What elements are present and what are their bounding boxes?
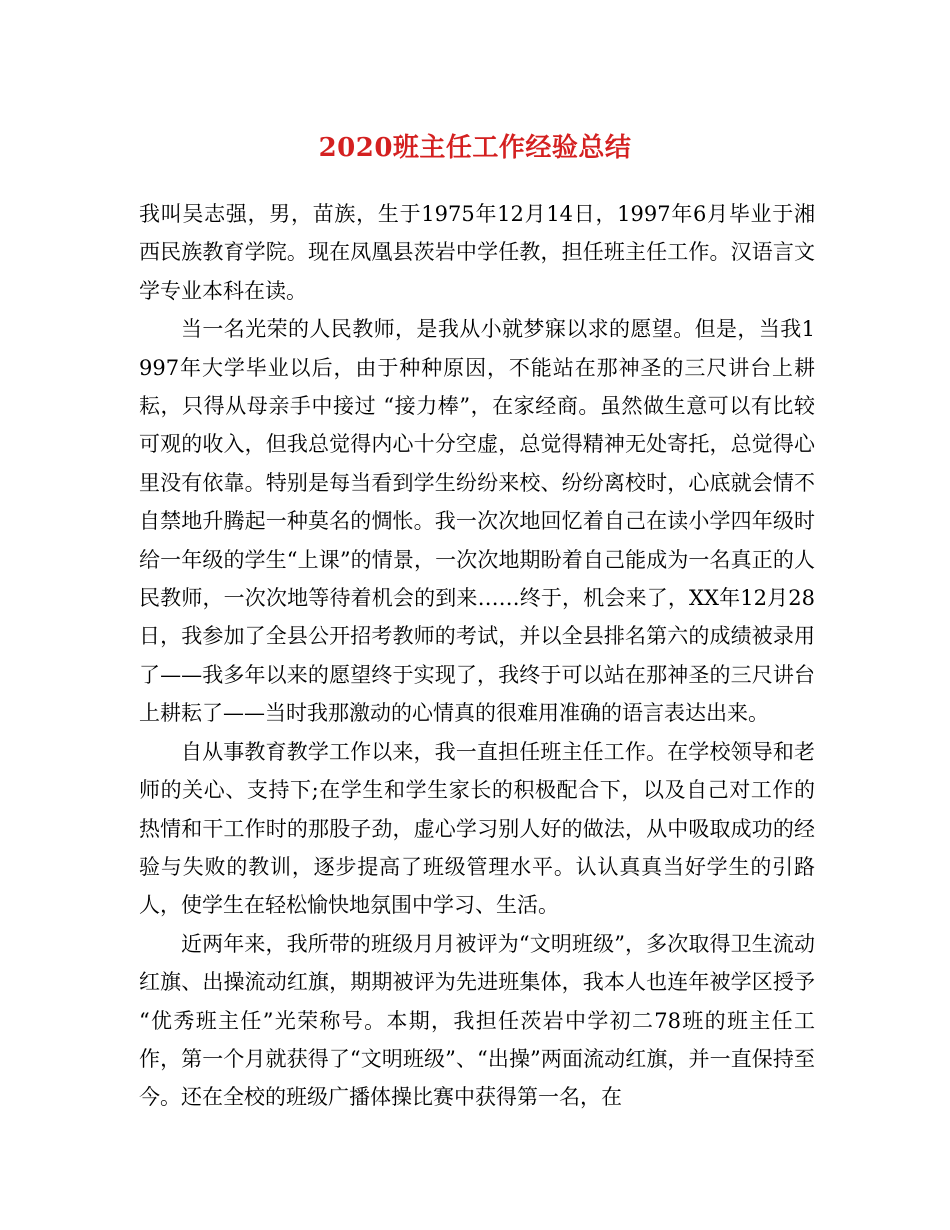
document-title: 2020班主任工作经验总结 bbox=[318, 133, 632, 163]
paragraph-work: 自从事教育教学工作以来，我一直担任班主任工作。在学校领导和老师的关心、支持下;在学生和学生家长的积极配合下，以及自己对工作的热情和干工作时的那股子劲，虚心学习别人好的做法，从中吸取成功的经验与失败的教训，逐步提高了班级管理水平。认认真真当好学生的引路人，使学生在轻松愉快地氛围中学习、生活。 bbox=[139, 739, 815, 918]
document-body bbox=[139, 195, 815, 1117]
paragraph-aspiration: 当一名光荣的人民教师，是我从小就梦寐以求的愿望。但是，当我1997年大学毕业以后，由于种种原因，不能站在那神圣的三尺讲台上耕耘，只得从母亲手中接过 “接力棒”，在家经商。虽然做生意可以有比较可观的收入，但我总觉得内心十分空虚，总觉得精神无处寄托，总觉得心里没有依靠。特别是每当看到学生纷纷来校、纷纷离校时，心底就会情不自禁地升腾起一种莫名的惆怅。我一次次地回忆着自己在读小学四年级时给一年级的学生“上课”的情景，一次次地期盼着自己能成为一名真正的人民教师，一次次地等待着机会的到来……终于，机会来了，XX年12月28日，我参加了全县公开招考教师的考试，并以全县排名第六的成绩被录用了——我多年以来的愿望终于实现了，我终于可以站在那神圣的三尺讲台上耕耘了——当时我那激动的心情真的很难用准确的语言表达出来。 bbox=[139, 317, 815, 726]
paragraph-intro: 我叫吴志强，男，苗族，生于1975年12月14日，1997年6月毕业于湘西民族教育学院。现在凤凰县茨岩中学任教，担任班主任工作。汉语言文学专业本科在读。 bbox=[139, 202, 815, 303]
paragraph-achievements: 近两年来，我所带的班级月月被评为“文明班级”，多次取得卫生流动红旗、出操流动红旗，期期被评为先进班集体，我本人也连年被学区授予 “优秀班主任”光荣称号。本期，我担任茨岩中学初二78班的班主任工作，第一个月就获得了“文明班级”、“出操”两面流动红旗，并一直保持至今。还在全校的班级广播体操比赛中获得第一名，在 bbox=[139, 931, 815, 1110]
